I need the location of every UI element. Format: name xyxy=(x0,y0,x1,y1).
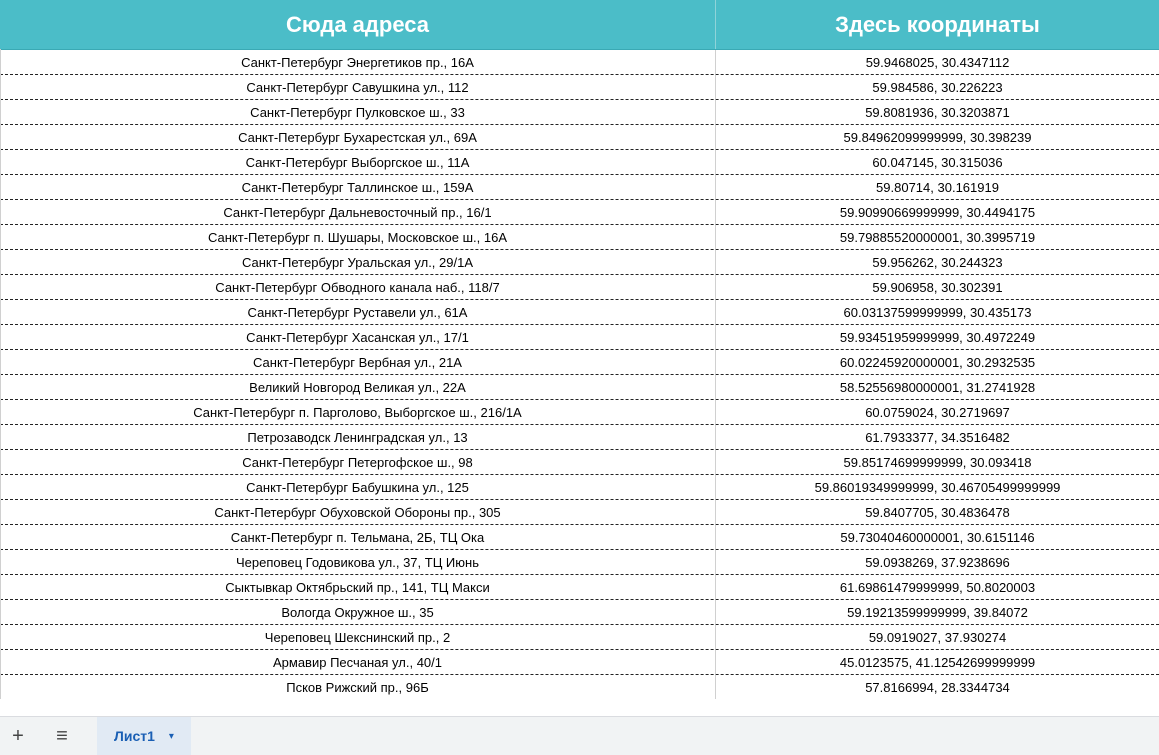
empty-row-area[interactable] xyxy=(0,699,1159,717)
coordinates-cell[interactable]: 59.956262, 30.244323 xyxy=(872,254,1003,270)
chevron-down-icon[interactable]: ▾ xyxy=(168,730,174,742)
coordinates-cell[interactable]: 59.8081936, 30.3203871 xyxy=(865,104,1010,120)
coordinates-cell[interactable]: 59.90990669999999, 30.4494175 xyxy=(839,204,1036,220)
plus-icon: + xyxy=(12,724,24,747)
address-cell[interactable]: Санкт-Петербург Руставели ул., 61А xyxy=(0,300,716,324)
address-cell[interactable]: Санкт-Петербург Обуховской Обороны пр., 305 xyxy=(0,500,716,524)
coordinates-cell[interactable]: 58.52556980000001, 31.2741928 xyxy=(839,379,1036,395)
add-sheet-button[interactable] xyxy=(0,717,36,755)
coordinates-cell[interactable]: 61.69861479999999, 50.8020003 xyxy=(839,579,1036,595)
table-row xyxy=(0,325,1159,350)
address-cell[interactable]: Санкт-Петербург Дальневосточный пр., 16/1 xyxy=(0,200,716,224)
coordinates-cell[interactable]: 59.73040460000001, 30.6151146 xyxy=(840,529,1035,545)
address-cell[interactable]: Санкт-Петербург Бабушкина ул., 125 xyxy=(0,475,716,499)
address-cell[interactable]: Череповец Годовикова ул., 37, ТЦ Июнь xyxy=(0,550,716,574)
address-cell[interactable]: Санкт-Петербург Савушкина ул., 112 xyxy=(0,75,716,99)
table-body xyxy=(0,50,1159,700)
coordinates-cell[interactable]: 45.0123575, 41.12542699999999 xyxy=(839,654,1036,670)
table-row xyxy=(0,400,1159,425)
coordinates-cell[interactable]: 59.8407705, 30.4836478 xyxy=(865,504,1010,520)
table-row xyxy=(0,75,1159,100)
coordinates-cell[interactable]: 59.984586, 30.226223 xyxy=(872,79,1003,95)
address-cell[interactable]: Армавир Песчаная ул., 40/1 xyxy=(0,650,716,674)
table-row xyxy=(0,575,1159,600)
address-cell[interactable]: Санкт-Петербург Бухарестская ул., 69А xyxy=(0,125,716,149)
address-cell[interactable]: Санкт-Петербург Энергетиков пр., 16А xyxy=(0,50,716,74)
all-sheets-button[interactable] xyxy=(44,717,80,755)
coordinates-cell[interactable]: 59.80714, 30.161919 xyxy=(876,179,999,195)
address-cell[interactable]: Санкт-Петербург Таллинское ш., 159А xyxy=(0,175,716,199)
coordinates-cell[interactable]: 59.93451959999999, 30.4972249 xyxy=(839,329,1036,345)
tab-sheet1[interactable] xyxy=(97,717,191,755)
table-row xyxy=(0,450,1159,475)
address-cell[interactable]: Санкт-Петербург Выборгское ш., 11А xyxy=(0,150,716,174)
address-cell[interactable]: Сыктывкар Октябрьский пр., 141, ТЦ Макси xyxy=(0,575,716,599)
coordinates-cell[interactable]: 60.0759024, 30.2719697 xyxy=(865,404,1010,420)
table-row xyxy=(0,300,1159,325)
table-row xyxy=(0,650,1159,675)
table-row xyxy=(0,500,1159,525)
address-cell[interactable]: Петрозаводск Ленинградская ул., 13 xyxy=(0,425,716,449)
coordinates-cell[interactable]: 60.047145, 30.315036 xyxy=(872,154,1003,170)
address-cell[interactable]: Вологда Окружное ш., 35 xyxy=(0,600,716,624)
coordinates-cell[interactable]: 57.8166994, 28.3344734 xyxy=(865,679,1010,695)
table-row xyxy=(0,375,1159,400)
address-cell[interactable]: Санкт-Петербург Обводного канала наб., 118/7 xyxy=(0,275,716,299)
coordinates-cell[interactable]: 60.02245920000001, 30.2932535 xyxy=(839,354,1036,370)
table-row xyxy=(0,675,1159,700)
coordinates-cell[interactable]: 59.0938269, 37.9238696 xyxy=(865,554,1010,570)
sheet-tab-label: Лист1 xyxy=(114,728,155,744)
address-cell[interactable]: Санкт-Петербург п. Шушары, Московское ш., 16А xyxy=(0,225,716,249)
coordinates-cell[interactable]: 60.03137599999999, 30.435173 xyxy=(843,304,1032,320)
table-row xyxy=(0,150,1159,175)
table-row xyxy=(0,50,1159,75)
coordinates-cell[interactable]: 59.19213599999999, 39.84072 xyxy=(847,604,1028,620)
address-cell[interactable]: Псков Рижский пр., 96Б xyxy=(0,675,716,699)
address-cell[interactable]: Санкт-Петербург п. Парголово, Выборгское ш., 216/1А xyxy=(0,400,716,424)
address-cell[interactable]: Санкт-Петербург Пулковское ш., 33 xyxy=(0,100,716,124)
address-cell[interactable]: Череповец Шекснинский пр., 2 xyxy=(0,625,716,649)
address-cell[interactable]: Санкт-Петербург Хасанская ул., 17/1 xyxy=(0,325,716,349)
table-row xyxy=(0,625,1159,650)
header-row xyxy=(0,0,1159,50)
table-row xyxy=(0,525,1159,550)
header-cell-coordinates[interactable]: Здесь координаты xyxy=(835,11,1040,37)
table-row xyxy=(0,100,1159,125)
table-row xyxy=(0,425,1159,450)
table-row xyxy=(0,250,1159,275)
table-row xyxy=(0,200,1159,225)
coordinates-cell[interactable]: 59.79885520000001, 30.3995719 xyxy=(839,229,1036,245)
coordinates-cell[interactable]: 59.85174699999999, 30.093418 xyxy=(843,454,1032,470)
coordinates-cell[interactable]: 59.84962099999999, 30.398239 xyxy=(843,129,1032,145)
coordinates-cell[interactable]: 59.0919027, 37.930274 xyxy=(868,629,1007,645)
table-row xyxy=(0,350,1159,375)
table-row xyxy=(0,275,1159,300)
address-cell[interactable]: Санкт-Петербург п. Тельмана, 2Б, ТЦ Ока xyxy=(0,525,716,549)
coordinates-cell[interactable]: 59.906958, 30.302391 xyxy=(872,279,1003,295)
coordinates-cell[interactable]: 61.7933377, 34.3516482 xyxy=(865,429,1010,445)
table-row xyxy=(0,550,1159,575)
table-row xyxy=(0,125,1159,150)
address-cell[interactable]: Санкт-Петербург Вербная ул., 21А xyxy=(0,350,716,374)
table-row xyxy=(0,600,1159,625)
table-row xyxy=(0,475,1159,500)
table-row xyxy=(0,175,1159,200)
sheet-tabs-bar xyxy=(0,717,1159,755)
coordinates-cell[interactable]: 59.9468025, 30.4347112 xyxy=(865,54,1010,70)
coordinates-cell[interactable]: 59.86019349999999, 30.46705499999999 xyxy=(814,479,1061,495)
menu-icon: ≡ xyxy=(56,724,68,747)
header-cell-addresses[interactable]: Сюда адреса xyxy=(0,0,716,49)
grid-left-border xyxy=(0,49,1,699)
address-cell[interactable]: Санкт-Петербург Петергофское ш., 98 xyxy=(0,450,716,474)
address-cell[interactable]: Санкт-Петербург Уральская ул., 29/1А xyxy=(0,250,716,274)
table-row xyxy=(0,225,1159,250)
address-cell[interactable]: Великий Новгород Великая ул., 22А xyxy=(0,375,716,399)
